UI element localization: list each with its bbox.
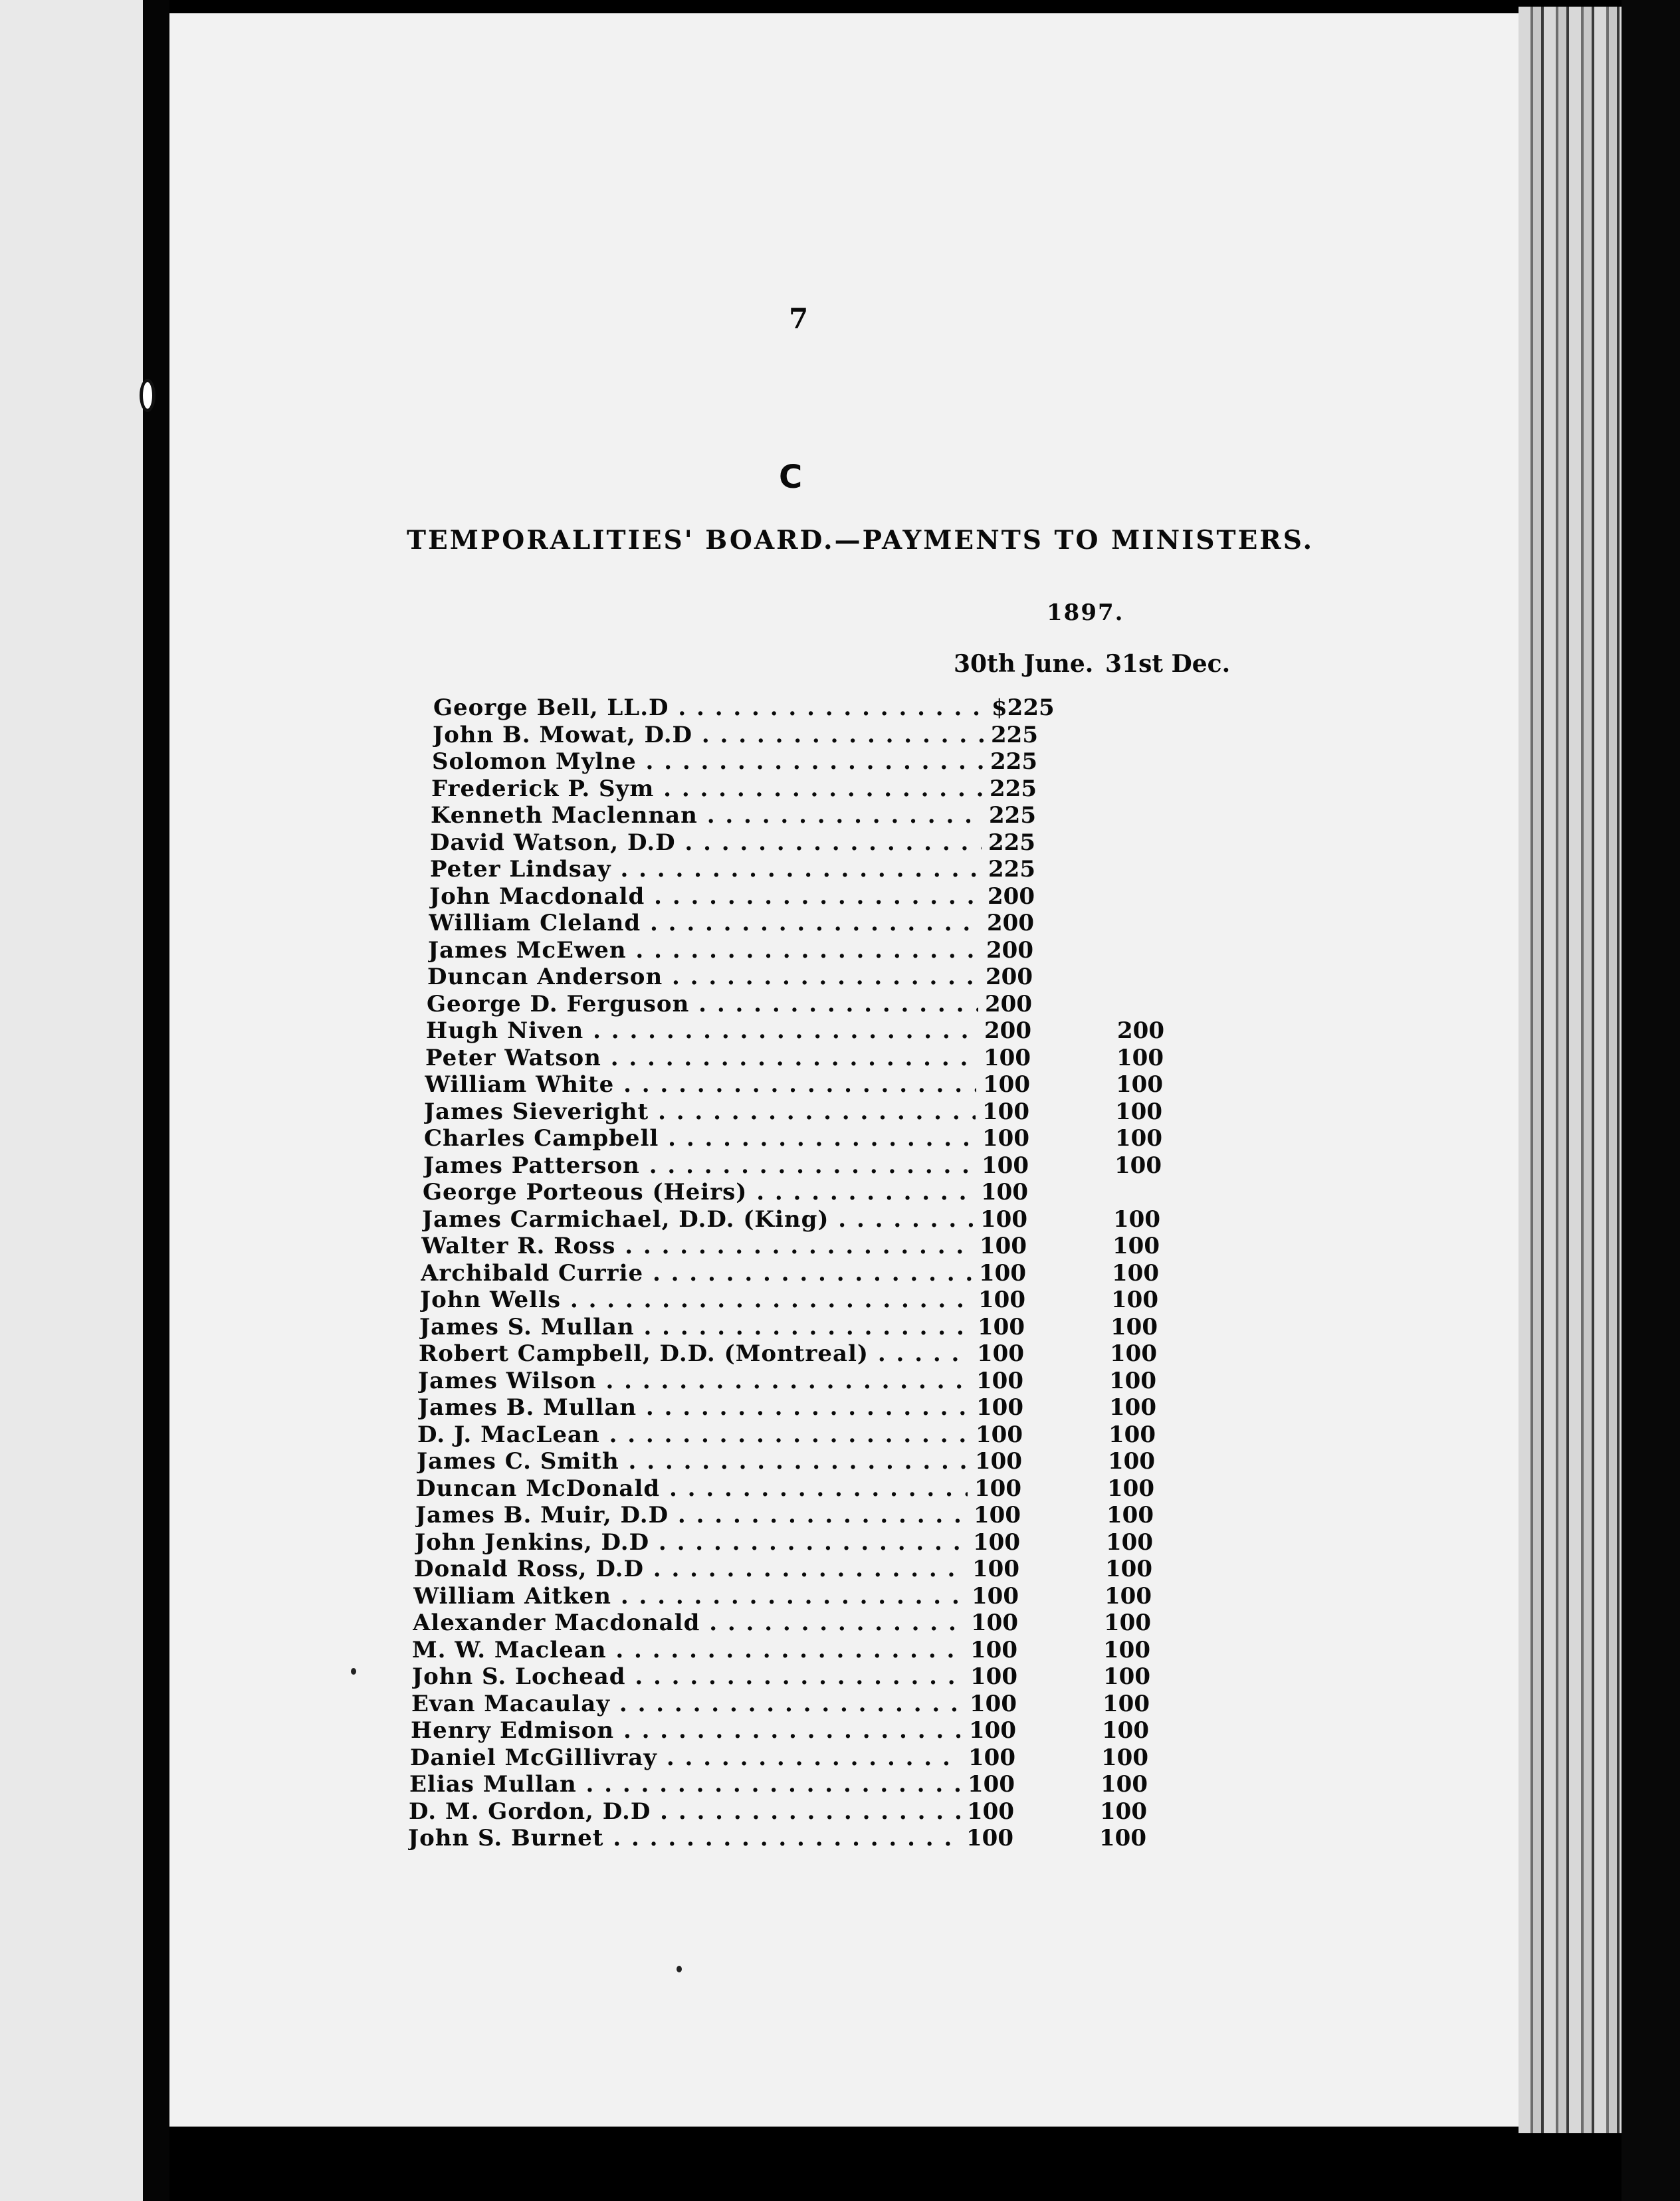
payment-june: 100 (964, 1610, 1044, 1636)
minister-name: James Wilson . . . (418, 1368, 970, 1394)
payment-december: 100 (1099, 1529, 1179, 1556)
payment-june: 200 (979, 964, 1059, 990)
payment-june: $225 (985, 694, 1065, 721)
payment-june: 100 (970, 1394, 1049, 1421)
table-row (418, 1394, 1282, 1421)
minister-name: David Watson, D.D . . . (430, 829, 982, 856)
minister-name: James B. Mullan . . . (418, 1394, 970, 1421)
table-row (428, 937, 1292, 964)
payment-june: 100 (968, 1448, 1048, 1475)
payment-december: 100 (1106, 1206, 1186, 1233)
table-row (417, 1421, 1281, 1448)
payment-december: 100 (1102, 1394, 1182, 1421)
payment-december: 100 (1103, 1340, 1183, 1367)
year-heading: 1897. (1047, 599, 1124, 626)
table-row (411, 1691, 1275, 1717)
payment-june: 100 (964, 1663, 1043, 1690)
payment-december: 100 (1096, 1691, 1176, 1717)
payment-december: 200 (1110, 1017, 1190, 1044)
minister-name: George Bell, LL.D . . . (433, 694, 985, 721)
table-row (409, 1771, 1273, 1798)
payment-june: 100 (960, 1825, 1039, 1851)
table-row (416, 1475, 1280, 1502)
table-row (429, 883, 1293, 910)
payment-june: 100 (971, 1314, 1051, 1340)
payment-december: 100 (1108, 1099, 1188, 1125)
minister-name: D. M. Gordon, D.D . . . (409, 1798, 960, 1825)
payment-december: 100 (1097, 1663, 1176, 1690)
payment-june: 200 (980, 910, 1060, 936)
minister-name: Daniel McGillivray . . . (410, 1744, 962, 1771)
payment-december: 100 (1109, 1071, 1189, 1098)
payment-december: 100 (1093, 1825, 1172, 1851)
minister-name: William Cleland . . . (429, 910, 980, 936)
payment-june: 100 (966, 1529, 1046, 1556)
table-row (415, 1529, 1279, 1556)
payment-june: 100 (966, 1556, 1045, 1582)
payment-june: 100 (969, 1421, 1049, 1448)
left-page-margin (0, 0, 143, 2201)
book-gutter (143, 0, 169, 2201)
column-header-june: 30th June. (954, 650, 1094, 678)
payment-june: 100 (977, 1045, 1057, 1071)
payment-june: 100 (972, 1260, 1052, 1287)
table-row (424, 1125, 1288, 1152)
gutter-mark (140, 379, 156, 412)
payment-june: 100 (963, 1691, 1043, 1717)
minister-name: John B. Mowat, D.D . . . (433, 722, 984, 748)
payment-december: 100 (1094, 1771, 1174, 1798)
payment-june: 225 (982, 802, 1062, 829)
minister-name: George Porteous (Heirs) . . . (423, 1179, 974, 1205)
payment-june: 225 (983, 776, 1063, 802)
minister-name: Duncan Anderson . . . (427, 964, 979, 990)
payment-june: 100 (960, 1798, 1040, 1825)
payment-december: 100 (1097, 1610, 1177, 1636)
table-row (409, 1798, 1273, 1825)
payment-december: 100 (1101, 1448, 1181, 1475)
payment-june: 225 (984, 722, 1064, 748)
minister-name: Evan Macaulay . . . (411, 1691, 963, 1717)
minister-name: John Wells . . . (420, 1287, 972, 1313)
payment-june: 225 (982, 856, 1061, 883)
book-edge-dark (1622, 0, 1680, 2201)
minister-name: James McEwen . . . (428, 937, 980, 964)
minister-name: M. W. Maclean . . . (412, 1637, 964, 1663)
table-row (421, 1233, 1285, 1259)
table-row (430, 829, 1294, 856)
table-row (431, 802, 1295, 829)
table-row (420, 1287, 1284, 1313)
payment-december: 100 (1095, 1717, 1175, 1744)
payment-december: 100 (1110, 1045, 1190, 1071)
table-row (425, 1045, 1289, 1071)
payment-june: 200 (978, 991, 1058, 1017)
page-number: 7 (789, 302, 809, 335)
payment-december: 100 (1108, 1125, 1188, 1152)
table-row (408, 1825, 1272, 1851)
payment-june: 225 (982, 829, 1061, 856)
table-row (414, 1556, 1278, 1582)
table-row (429, 910, 1293, 936)
payment-december: 100 (1108, 1152, 1188, 1179)
payment-december: 100 (1106, 1233, 1186, 1259)
table-row (412, 1663, 1276, 1690)
payment-june: 100 (976, 1071, 1056, 1098)
payment-december: 100 (1099, 1556, 1178, 1582)
payment-june: 100 (972, 1287, 1051, 1313)
minister-name: William Aitken . . . (413, 1583, 965, 1610)
table-row (419, 1314, 1283, 1340)
table-row (425, 1071, 1289, 1098)
minister-name: Peter Lindsay . . . (430, 856, 982, 883)
payment-june: 100 (975, 1152, 1055, 1179)
minister-name: William White . . . (425, 1071, 976, 1098)
payment-june: 100 (967, 1502, 1047, 1528)
minister-name: Kenneth Maclennan . . . (431, 802, 982, 829)
payment-june: 100 (976, 1125, 1055, 1152)
minister-name: Walter R. Ross . . . (421, 1233, 973, 1259)
table-row (430, 856, 1294, 883)
payment-december: 100 (1101, 1475, 1180, 1502)
table-row (433, 722, 1297, 748)
minister-name: Solomon Mylne . . . (432, 748, 984, 775)
payment-june: 200 (981, 883, 1061, 910)
table-row (412, 1637, 1276, 1663)
minister-name: James S. Mullan . . . (419, 1314, 971, 1340)
table-row (422, 1206, 1286, 1233)
payment-june: 200 (980, 937, 1059, 964)
payment-december: 100 (1098, 1583, 1178, 1610)
table-row (410, 1744, 1274, 1771)
table-row (418, 1368, 1282, 1394)
table-row (431, 776, 1295, 802)
minister-name: John Jenkins, D.D . . . (415, 1529, 966, 1556)
minister-name: James Patterson . . . (423, 1152, 975, 1179)
table-row (427, 991, 1291, 1017)
minister-name: Donald Ross, D.D . . . (414, 1556, 966, 1582)
payment-june: 100 (964, 1637, 1043, 1663)
payment-december: 100 (1093, 1798, 1173, 1825)
minister-name: D. J. MacLean . . . (417, 1421, 969, 1448)
payment-december: 100 (1095, 1744, 1174, 1771)
minister-name: James Sieveright . . . (424, 1099, 976, 1125)
minister-name: James C. Smith . . . (417, 1448, 968, 1475)
minister-name: James Carmichael, D.D. (King) . . . (422, 1206, 974, 1233)
minister-name: George D. Ferguson . . . (427, 991, 978, 1017)
print-speck (351, 1668, 356, 1675)
table-row (424, 1099, 1288, 1125)
table-row (427, 964, 1291, 990)
table-row (421, 1260, 1285, 1287)
minister-name: Peter Watson . . . (425, 1045, 977, 1071)
minister-name: John Macdonald . . . (429, 883, 981, 910)
table-row (433, 694, 1297, 721)
minister-name: John S. Lochead . . . (412, 1663, 964, 1690)
payment-june: 100 (970, 1340, 1050, 1367)
payment-june: 100 (973, 1233, 1053, 1259)
minister-name: Elias Mullan . . . (409, 1771, 961, 1798)
minister-name: Archibald Currie . . . (421, 1260, 972, 1287)
table-row (413, 1583, 1277, 1610)
minister-name: Charles Campbell . . . (424, 1125, 976, 1152)
payment-june: 100 (962, 1744, 1041, 1771)
payment-june: 100 (974, 1179, 1054, 1205)
print-speck (677, 1966, 682, 1972)
payment-december: 100 (1105, 1260, 1185, 1287)
payment-december: 100 (1104, 1287, 1184, 1313)
table-title: TEMPORALITIES' BOARD.—PAYMENTS TO MINISTERS. (407, 525, 1314, 556)
table-row (415, 1502, 1279, 1528)
payment-june: 100 (962, 1717, 1042, 1744)
payment-december: 100 (1102, 1368, 1182, 1394)
payment-june: 100 (965, 1583, 1045, 1610)
payment-december: 100 (1104, 1314, 1184, 1340)
section-letter: C (779, 459, 803, 496)
payment-june: 200 (978, 1017, 1057, 1044)
table-row (432, 748, 1296, 775)
payment-june: 100 (976, 1099, 1055, 1125)
table-row (419, 1340, 1283, 1367)
table-row (426, 1017, 1290, 1044)
minister-name: Henry Edmison . . . (411, 1717, 962, 1744)
payment-december: 100 (1102, 1421, 1182, 1448)
payment-december: 100 (1097, 1637, 1176, 1663)
payment-june: 100 (974, 1206, 1053, 1233)
minister-name: John S. Burnet . . . (408, 1825, 960, 1851)
minister-name: Hugh Niven . . . (426, 1017, 978, 1044)
table-row (417, 1448, 1281, 1475)
minister-name: Robert Campbell, D.D. (Montreal) . . . (419, 1340, 970, 1367)
payment-june: 225 (984, 748, 1063, 775)
payment-december: 100 (1100, 1502, 1180, 1528)
minister-name: Alexander Macdonald . . . (413, 1610, 964, 1636)
column-header-december: 31st Dec. (1105, 650, 1231, 678)
table-row (411, 1717, 1275, 1744)
payment-june: 100 (970, 1368, 1049, 1394)
minister-name: Duncan McDonald . . . (416, 1475, 968, 1502)
table-row (423, 1152, 1287, 1179)
minister-name: James B. Muir, D.D . . . (415, 1502, 967, 1528)
table-row (413, 1610, 1277, 1636)
minister-name: Frederick P. Sym . . . (431, 776, 983, 802)
payment-june: 100 (961, 1771, 1041, 1798)
table-row (423, 1179, 1287, 1205)
payment-june: 100 (968, 1475, 1047, 1502)
